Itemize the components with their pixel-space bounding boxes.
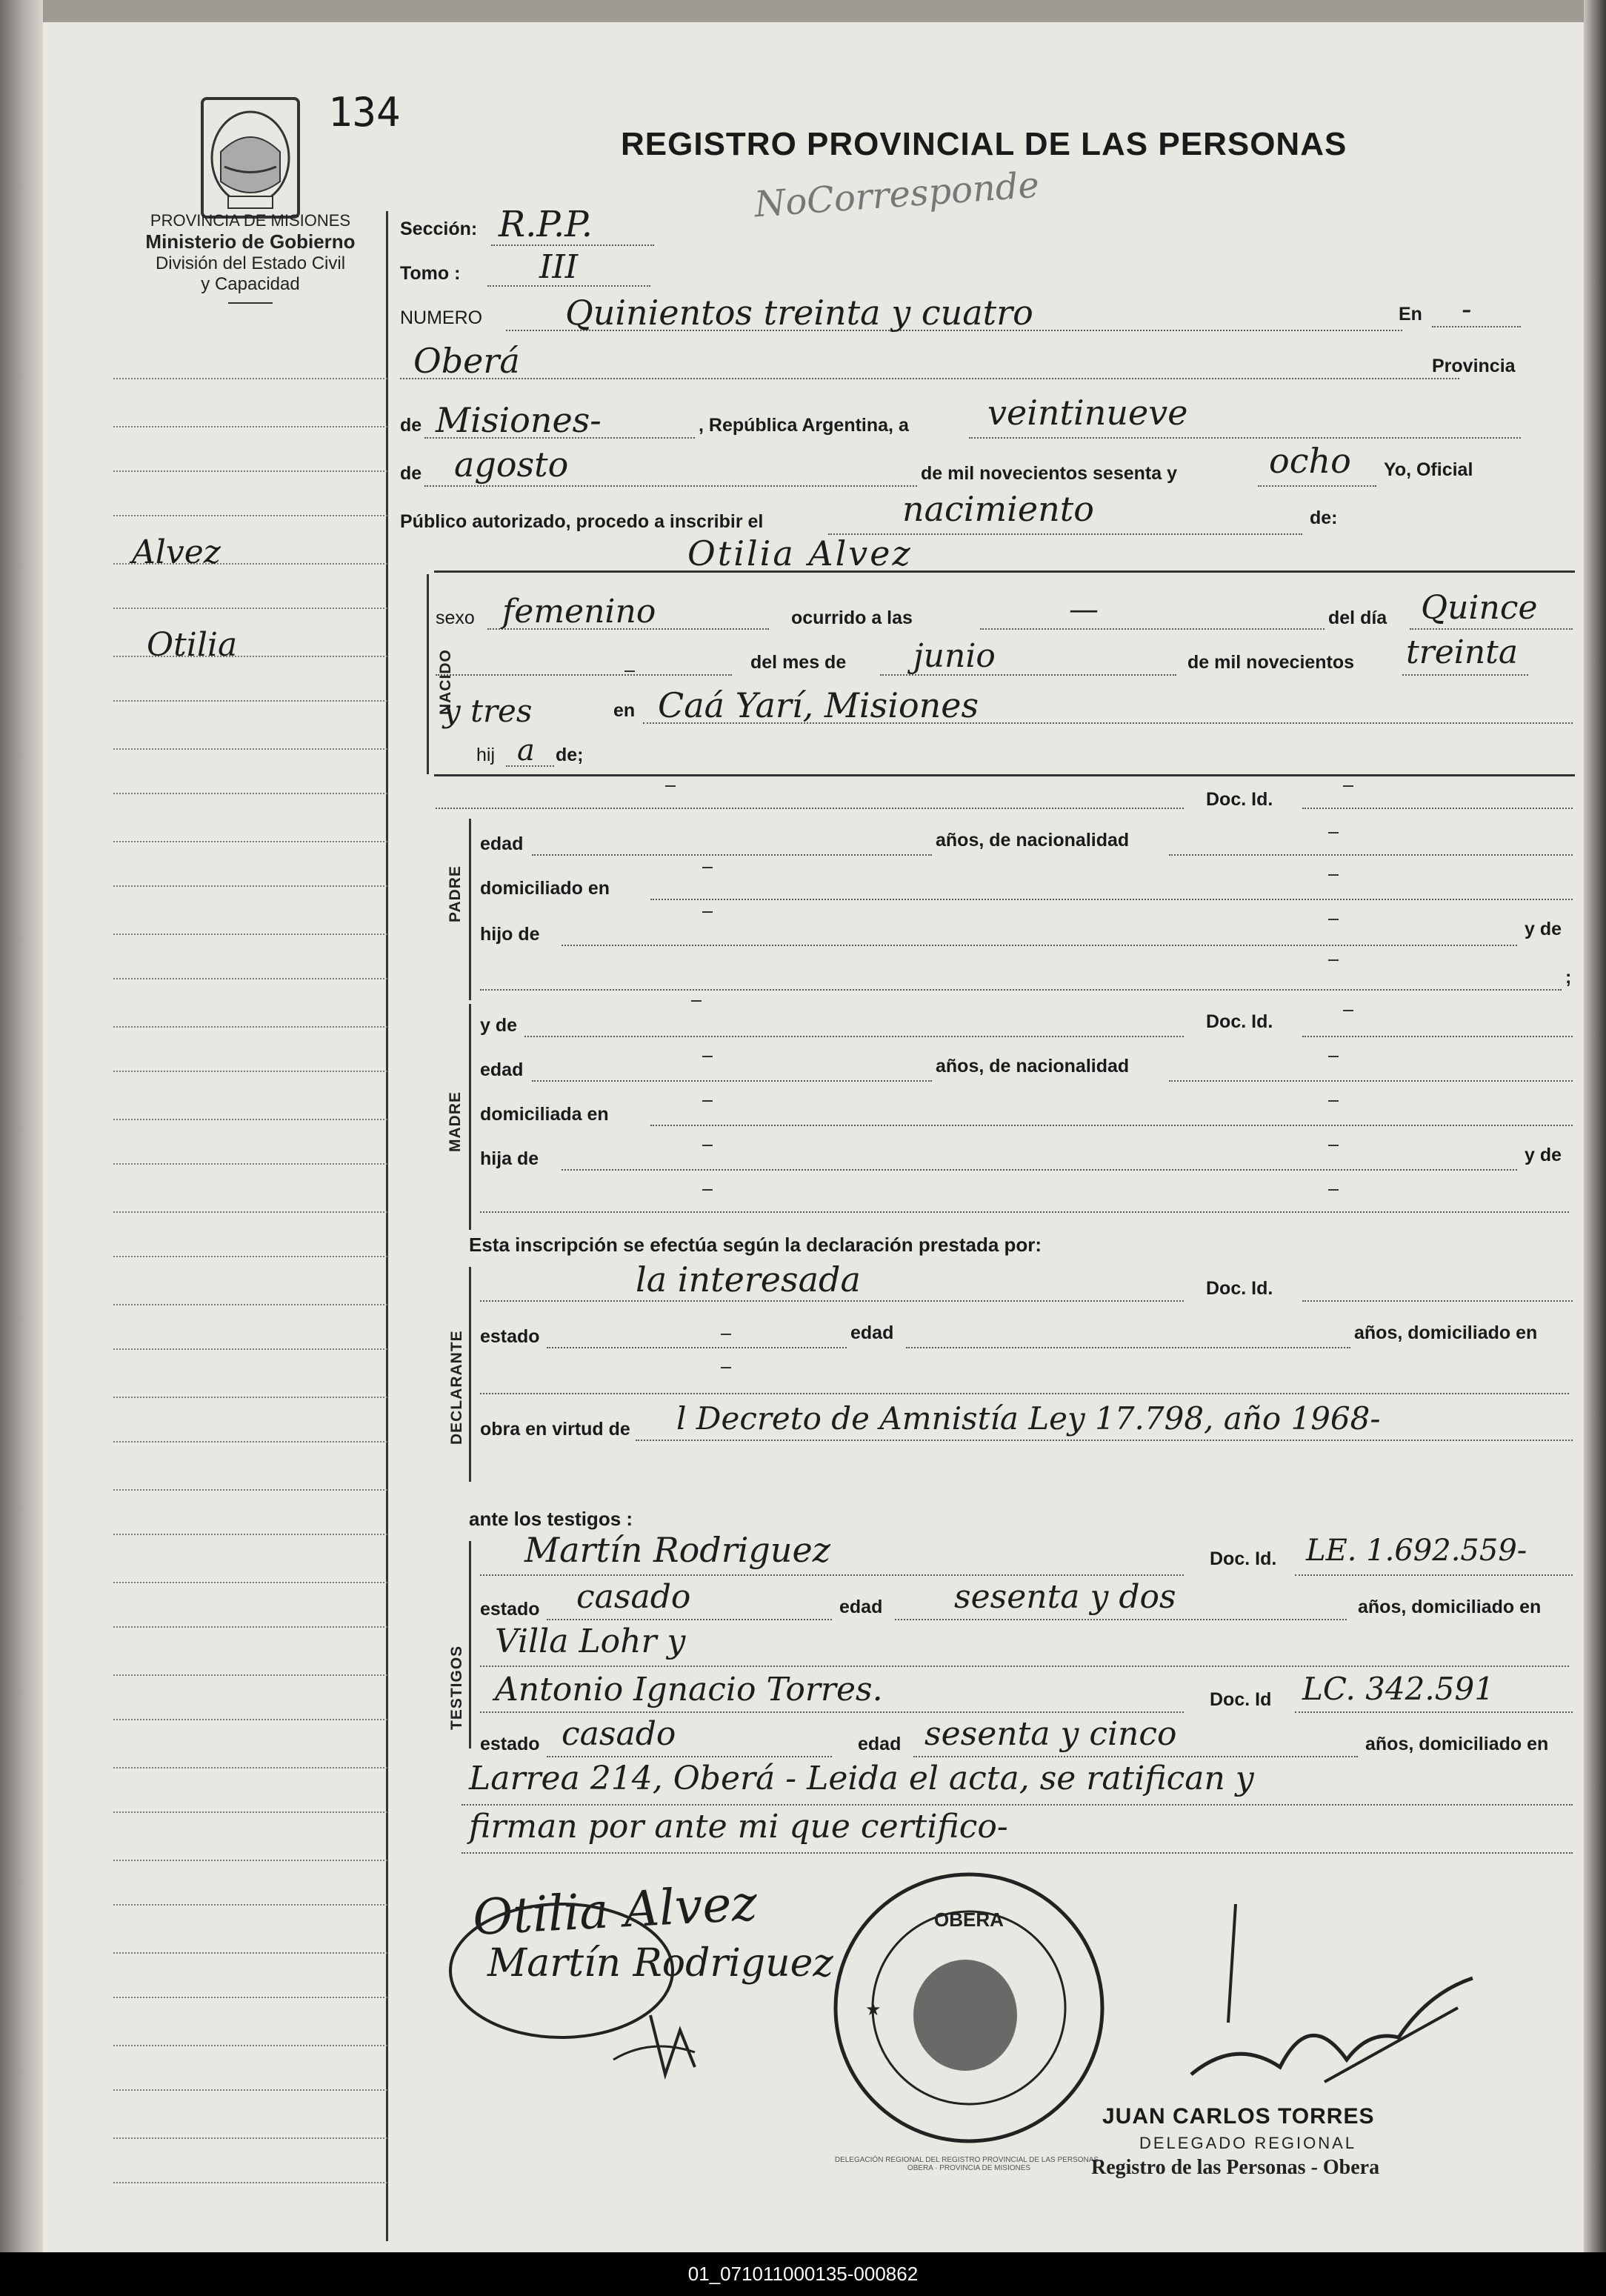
official-seal-icon [828, 1867, 1110, 2149]
declaracion-intro: Esta inscripción se efectúa según la declaración prestada por: [469, 1234, 1042, 1256]
sexo-label: sexo [436, 608, 475, 628]
witness1-name: Martín Rodriguez [524, 1530, 830, 1570]
witness2-edad: sesenta y cinco [924, 1715, 1177, 1753]
witness2-estado-label: estado [480, 1734, 540, 1754]
witness1-doc-label: Doc. Id. [1210, 1548, 1277, 1569]
sexo-value: femenino [502, 593, 656, 630]
witness1-edad: sesenta y dos [954, 1578, 1176, 1616]
hijo-label: hij [476, 745, 496, 765]
svg-text:OBERA: OBERA [934, 1909, 1004, 1931]
declarante-estado-label: estado [480, 1326, 540, 1347]
closing-statement: firman por ante mi que certifico- [469, 1808, 1008, 1846]
register-page: 134 REGISTRO PROVINCIAL DE LAS PERSONAS NoCorresponde PROVINCIA DE MISIONES Ministerio de Gobierno División del Estado Civil y Capacidad Alvez Otilia Sección: R.P.P. Tomo : III NUMERO Quinientos treinta y cuatro En - Oberá Provincia de Misiones- , República Argentina, a veintinueve de agosto de mil novecientos sesenta y ocho Yo, Oficial Público autorizado, procedo a inscribir el nacimiento de: Otilia Alvez NACIDO sexo femenino ocurrido a las — del día Quince del mes de junio de mil novecientos treinta y tres en Caá Yarí, Misiones hij a de; Doc. Id. PADRE edad años, de nacionalidad domiciliado en hijo de y de ; y de Doc. Id. MADRE edad años, de nacionalidad domiciliada en hija de y de Esta inscripción se efectúa según la declaración prestada por: DECLARANTE la interesada Doc. Id. estado edad años, domiciliado en obra en virtud de l Decreto de Amnistía Ley 17.798, año 1968- ante los testigos : TESTIGOS Martín Rodriguez Doc. Id. LE. 1.692.559- estado casado edad sesenta y dos años, domiciliado en Villa Lohr y Antonio Ignacio Torres. Doc. Id LC. 342.591 estado casado edad sesenta y cinco años, domiciliado en Larrea 214, Oberá - Leida el acta, se ratifican y firman por ante mi que certifico- Otilia Alvez Martín Rodriguez OBERA ★ DELEGACIÓN REGIONAL DEL REGISTRO PROVINCIAL DE LAS PERSONAS · OBERA · PROVINCIA DE MISIONES JUAN CARLOS TORRES DELEGADO REGIONAL Registro de las Personas - Obera [43, 22, 1584, 2252]
birth-place-value: Caá Yarí, Misiones [658, 685, 979, 725]
madre-edad-label: edad [480, 1059, 524, 1080]
official-name: JUAN CARLOS TORRES [1102, 2104, 1375, 2129]
child-doc-label: Doc. Id. [1206, 789, 1273, 810]
de-label: de [400, 415, 422, 436]
person-name-value: Otilia Alvez [687, 533, 913, 573]
madre-anios-label: años, de nacionalidad [936, 1056, 1130, 1077]
numero-value: Quinientos treinta y cuatro [565, 293, 1033, 333]
witness1-anios-label: años, domiciliado en [1358, 1597, 1542, 1617]
madre-doc-label: Doc. Id. [1206, 1011, 1273, 1032]
de3-label: de: [1310, 508, 1338, 528]
madre-y-de-label: y de [480, 1015, 518, 1036]
declarante-doc-label: Doc. Id. [1206, 1278, 1273, 1299]
image-id: 01_071011000135-000862 [687, 2263, 919, 2285]
act-value: nacimiento [902, 489, 1094, 529]
witness2-edad-label: edad [858, 1734, 902, 1754]
official-signature-icon [1176, 1963, 1487, 2097]
mil-novecientos-label: de mil novecientos [1187, 652, 1355, 673]
tomo-label: Tomo : [400, 263, 461, 284]
province-line: PROVINCIA DE MISIONES [150, 211, 351, 230]
witness2-doc-label: Doc. Id [1210, 1689, 1272, 1710]
witness2-domicilio: Larrea 214, Oberá - Leida el acta, se ratifican y [469, 1760, 1254, 1797]
year-value: ocho [1269, 441, 1351, 481]
month-value: agosto [454, 445, 569, 485]
oficial-label: Yo, Oficial [1384, 459, 1473, 480]
obra-label: obra en virtud de [480, 1419, 630, 1440]
hijo-suffix: a [517, 733, 535, 768]
padre-anios-label: años, de nacionalidad [936, 830, 1130, 851]
ocurrido-label: ocurrido a las [791, 608, 913, 628]
tomo-value: III [539, 248, 579, 286]
witness2-estado: casado [562, 1715, 676, 1753]
svg-text:★: ★ [865, 2000, 882, 2020]
signature-otilia: Otilia Alvez [471, 1874, 759, 1947]
mes-value: junio [913, 637, 996, 675]
day-value: veintinueve [987, 393, 1188, 433]
padre-domiciliado-label: domiciliado en [480, 878, 610, 899]
witness2-anios-label: años, domiciliado en [1365, 1734, 1549, 1754]
declarante-name-value: la interesada [636, 1260, 861, 1300]
birth-year-value: treinta [1406, 633, 1519, 671]
capacity-line: y Capacidad [201, 274, 300, 294]
witness2-doc: LC. 342.591 [1302, 1671, 1494, 1707]
witness1-edad-label: edad [839, 1597, 883, 1617]
birth-en-label: en [613, 700, 636, 721]
seal-text: DELEGACIÓN REGIONAL DEL REGISTRO PROVINCIAL DE LAS PERSONAS · OBERA · PROVINCIA DE MISIONES [834, 2156, 1104, 2172]
next-page-edge [1584, 0, 1606, 2252]
republica-label: , República Argentina, a [699, 415, 909, 436]
en-label: En [1399, 304, 1422, 325]
place-value: Oberá [413, 341, 520, 381]
declarante-anios-label: años, domiciliado en [1354, 1322, 1538, 1343]
madre-domiciliada-label: domiciliada en [480, 1104, 609, 1125]
provincia-label: Provincia [1432, 356, 1516, 376]
padre-label: PADRE [447, 865, 464, 922]
mil-label: de mil novecientos sesenta y [921, 463, 1177, 484]
coat-of-arms-icon [195, 93, 306, 222]
book-binding-edge [0, 0, 43, 2252]
padre-edad-label: edad [480, 833, 524, 854]
madre-label: MADRE [447, 1091, 464, 1152]
en-value: - [1462, 293, 1472, 327]
de2-label: de [400, 463, 422, 484]
seccion-label: Sección: [400, 219, 478, 239]
witness1-domicilio: Villa Lohr y [495, 1623, 686, 1660]
madre-hija-de-label: hija de [480, 1148, 539, 1169]
ministry-line: Ministerio de Gobierno [145, 230, 356, 253]
signature-martin: Martín Rodriguez [487, 1941, 833, 1986]
testigos-intro: ante los testigos : [469, 1508, 633, 1530]
padre-y-de-label: y de [1525, 919, 1562, 939]
official-title: DELEGADO REGIONAL [1139, 2134, 1357, 2152]
padre-hijo-de-label: hijo de [480, 924, 540, 945]
seccion-value: R.P.P. [499, 204, 593, 245]
witness1-estado-label: estado [480, 1599, 540, 1620]
nacido-label: NACIDO [437, 649, 454, 715]
province-value: Misiones- [436, 400, 602, 440]
birth-year-cont: y tres [443, 693, 533, 729]
margin-surname: Alvez [132, 533, 221, 571]
mes-label: del mes de [750, 652, 847, 673]
declarante-label: DECLARANTE [448, 1330, 465, 1445]
dia-value: Quince [1421, 589, 1538, 627]
image-id-bar [0, 2252, 1606, 2296]
obra-value: l Decreto de Amnistía Ley 17.798, año 1968- [676, 1400, 1381, 1437]
division-line: División del Estado Civil [155, 253, 346, 273]
numero-label: NUMERO [400, 307, 483, 328]
ocurrido-value: — [1069, 593, 1099, 627]
page-number: 134 [328, 89, 401, 136]
ministry-header [113, 211, 387, 304]
margin-given-name: Otilia [147, 626, 238, 664]
del-dia-label: del día [1328, 608, 1387, 628]
madre-y-de2-label: y de [1525, 1145, 1562, 1165]
publico-label: Público autorizado, procedo a inscribir el [400, 511, 764, 532]
document-title: REGISTRO PROVINCIAL DE LAS PERSONAS [621, 126, 1347, 162]
hijo-de-label: de; [556, 745, 584, 765]
official-office: Registro de las Personas - Obera [1091, 2156, 1380, 2179]
witness1-doc: LE. 1.692.559- [1306, 1534, 1527, 1568]
testigos-label: TESTIGOS [448, 1645, 465, 1730]
declarante-edad-label: edad [850, 1322, 894, 1343]
witness1-estado: casado [576, 1578, 691, 1616]
annotation-scribble: NoCorresponde [753, 164, 1041, 226]
witness2-name: Antonio Ignacio Torres. [495, 1671, 883, 1708]
